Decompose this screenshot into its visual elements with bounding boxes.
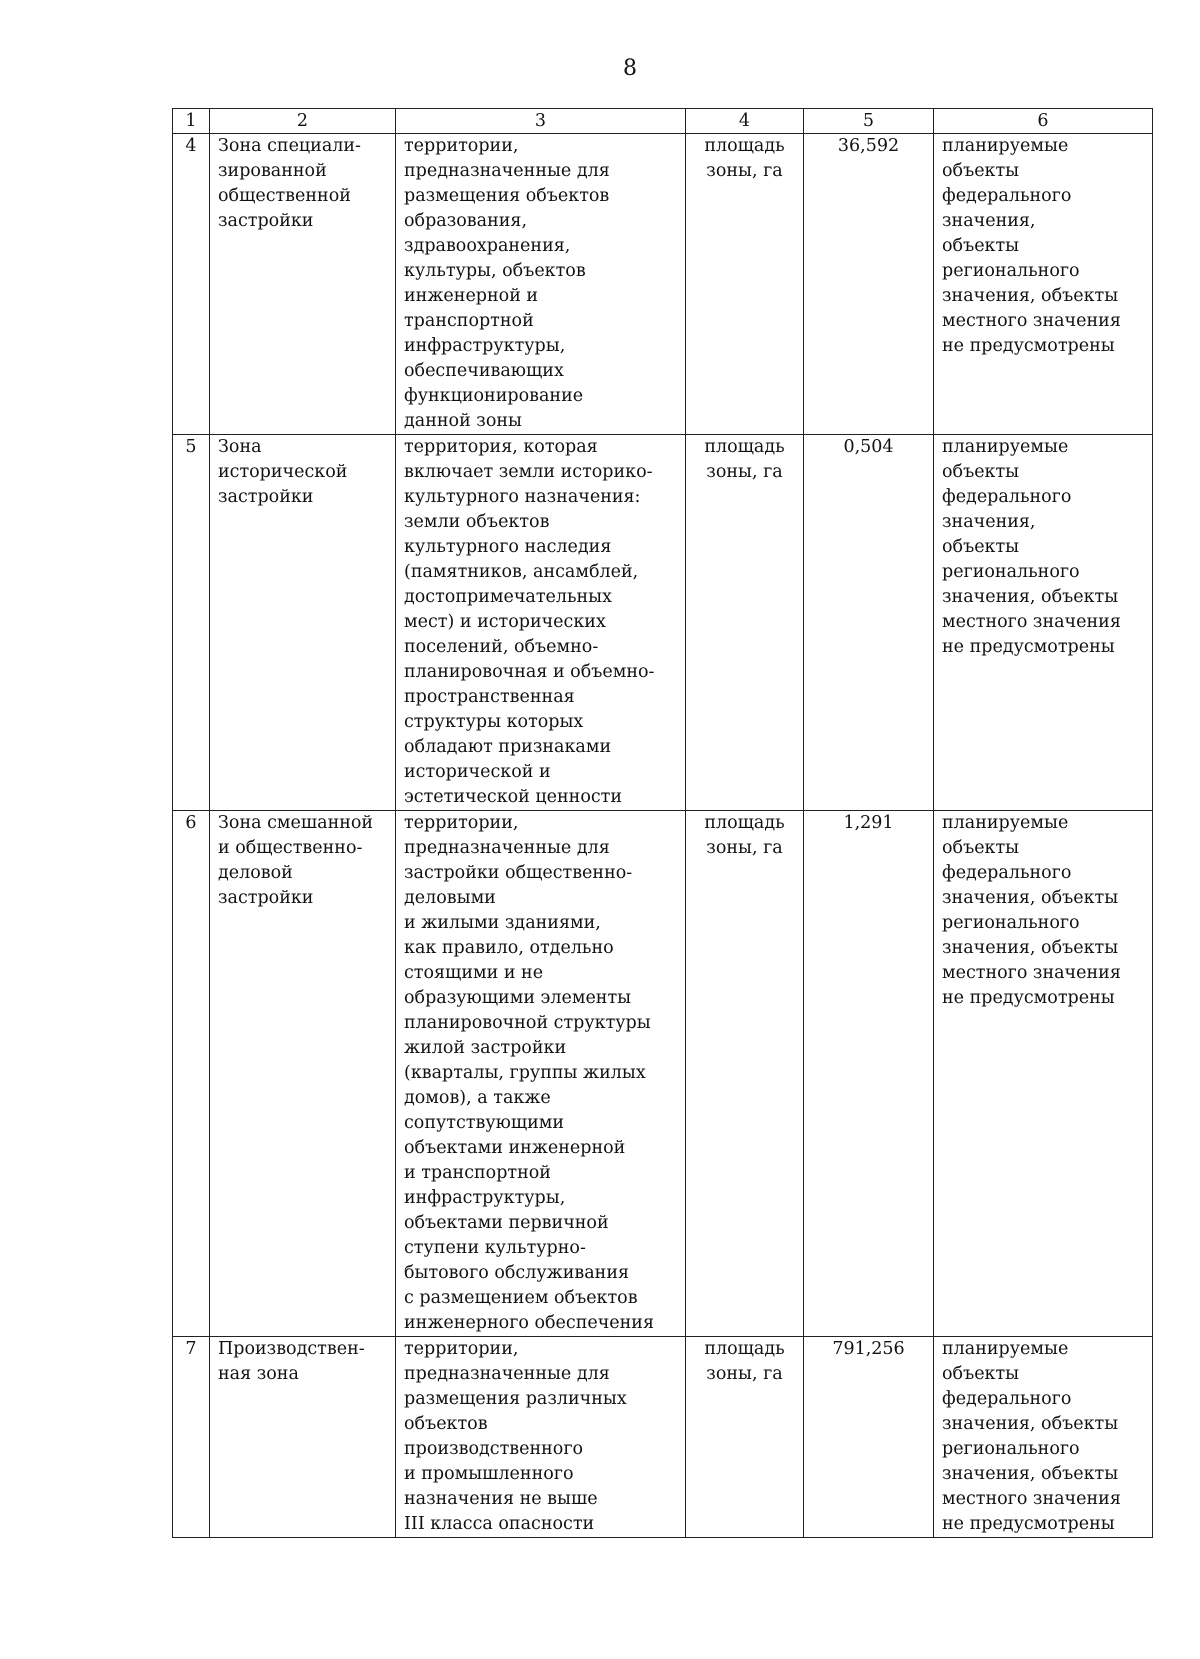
text-line: федерального <box>942 863 1072 883</box>
text-line: объекты <box>942 1364 1020 1384</box>
row-number: 7 <box>173 1337 210 1538</box>
text-line: зоны, га <box>706 462 783 482</box>
text-line: объектами первичной <box>404 1213 609 1233</box>
text-line: зоны, га <box>706 1364 783 1384</box>
text-line: производственного <box>404 1439 584 1459</box>
text-line: мест) и исторических <box>404 612 606 632</box>
text-line: культуры, объектов <box>404 261 586 281</box>
zone-name <box>210 435 396 811</box>
text-line: достопримечательных <box>404 587 612 607</box>
text-line: местного значения <box>942 1489 1121 1509</box>
text-line: исторической и <box>404 762 551 782</box>
zone-description <box>396 134 686 435</box>
indicator-name <box>686 435 804 811</box>
text-line: земли объектов <box>404 512 550 532</box>
indicator-name <box>686 134 804 435</box>
text-line: зоны, га <box>706 838 783 858</box>
text-line: транспортной <box>404 311 534 331</box>
text-line: включает земли историко- <box>404 462 653 482</box>
text-line: местного значения <box>942 963 1121 983</box>
text-line: не предусмотрены <box>942 988 1115 1008</box>
text-line: Зона смешанной <box>218 813 374 833</box>
text-line: как правило, отдельно <box>404 938 614 958</box>
text-line: бытового обслуживания <box>404 1263 630 1283</box>
zone-name <box>210 134 396 435</box>
text-line: площадь <box>704 1339 785 1359</box>
zone-description <box>396 1337 686 1538</box>
planned-objects <box>934 435 1153 811</box>
table-header-row <box>173 109 1153 134</box>
text-line: застройки общественно- <box>404 863 633 883</box>
text-line: регионального <box>942 261 1080 281</box>
text-line: культурного наследия <box>404 537 612 557</box>
text-line: объекты <box>942 838 1020 858</box>
indicator-name <box>686 811 804 1337</box>
text-line: Зона специали- <box>218 136 361 156</box>
text-line: площадь <box>704 136 785 156</box>
text-line: значения, <box>942 512 1036 532</box>
text-line: регионального <box>942 1439 1080 1459</box>
text-line: назначения не выше <box>404 1489 598 1509</box>
text-line: инфраструктуры, <box>404 1188 566 1208</box>
text-line: с размещением объектов <box>404 1288 638 1308</box>
text-line: значения, <box>942 211 1036 231</box>
table-row <box>173 811 1153 1337</box>
planned-objects <box>934 811 1153 1337</box>
planned-objects <box>934 1337 1153 1538</box>
text-line: площадь <box>704 437 785 457</box>
row-number: 5 <box>173 435 210 811</box>
text-line: общественной <box>218 186 351 206</box>
column-header: 3 <box>396 109 686 134</box>
text-line: местного значения <box>942 612 1121 632</box>
text-line: территории, <box>404 1339 519 1359</box>
text-line: объекты <box>942 161 1020 181</box>
text-line: размещения объектов <box>404 186 610 206</box>
table-row <box>173 134 1153 435</box>
column-header: 1 <box>173 109 210 134</box>
text-line: объекты <box>942 462 1020 482</box>
zones-table <box>172 108 1153 1538</box>
text-line: объектов <box>404 1414 488 1434</box>
text-line: жилой застройки <box>404 1038 567 1058</box>
text-line: ступени культурно- <box>404 1238 586 1258</box>
text-line: федерального <box>942 487 1072 507</box>
text-line: данной зоны <box>404 411 522 431</box>
text-line: значения, объекты <box>942 1414 1119 1434</box>
table-row <box>173 1337 1153 1538</box>
text-line: здравоохранения, <box>404 236 571 256</box>
text-line: образующими элементы <box>404 988 632 1008</box>
text-line: пространственная <box>404 687 575 707</box>
text-line: застройки <box>218 487 314 507</box>
text-line: планируемые <box>942 813 1069 833</box>
text-line: обеспечивающих <box>404 361 564 381</box>
text-line: объекты <box>942 537 1020 557</box>
text-line: обладают признаками <box>404 737 612 757</box>
text-line: Производствен- <box>218 1339 365 1359</box>
page-number: 8 <box>623 56 637 81</box>
text-line: планировочная и объемно- <box>404 662 655 682</box>
text-line: (кварталы, группы жилых <box>404 1063 646 1083</box>
column-header: 2 <box>210 109 396 134</box>
indicator-value: 0,504 <box>804 435 934 811</box>
text-line: инфраструктуры, <box>404 336 566 356</box>
column-header: 5 <box>804 109 934 134</box>
text-line: значения, объекты <box>942 938 1119 958</box>
zone-description <box>396 811 686 1337</box>
text-line: территория, которая <box>404 437 598 457</box>
text-line: значения, объекты <box>942 286 1119 306</box>
text-line: территории, <box>404 813 519 833</box>
text-line: планировочной структуры <box>404 1013 651 1033</box>
text-line: и промышленного <box>404 1464 574 1484</box>
text-line: зированной <box>218 161 327 181</box>
text-line: площадь <box>704 813 785 833</box>
text-line: и жилыми зданиями, <box>404 913 601 933</box>
text-line: размещения различных <box>404 1389 627 1409</box>
text-line: культурного назначения: <box>404 487 641 507</box>
text-line: застройки <box>218 888 314 908</box>
text-line: ная зона <box>218 1364 299 1384</box>
text-line: поселений, объемно- <box>404 637 599 657</box>
table-row <box>173 435 1153 811</box>
text-line: III класса опасности <box>404 1514 595 1534</box>
planned-objects <box>934 134 1153 435</box>
indicator-value: 36,592 <box>804 134 934 435</box>
text-line: планируемые <box>942 136 1069 156</box>
text-line: предназначенные для <box>404 838 610 858</box>
text-line: значения, объекты <box>942 888 1119 908</box>
text-line: планируемые <box>942 437 1069 457</box>
text-line: и общественно- <box>218 838 363 858</box>
text-line: деловыми <box>404 888 496 908</box>
text-line: территории, <box>404 136 519 156</box>
text-line: регионального <box>942 913 1080 933</box>
text-line: федерального <box>942 1389 1072 1409</box>
text-line: структуры которых <box>404 712 584 732</box>
text-line: инженерной и <box>404 286 539 306</box>
text-line: предназначенные для <box>404 1364 610 1384</box>
text-line: планируемые <box>942 1339 1069 1359</box>
text-line: значения, объекты <box>942 1464 1119 1484</box>
indicator-value: 1,291 <box>804 811 934 1337</box>
text-line: (памятников, ансамблей, <box>404 562 639 582</box>
text-line: местного значения <box>942 311 1121 331</box>
text-line: застройки <box>218 211 314 231</box>
text-line: объектами инженерной <box>404 1138 626 1158</box>
row-number: 6 <box>173 811 210 1337</box>
indicator-name <box>686 1337 804 1538</box>
indicator-value: 791,256 <box>804 1337 934 1538</box>
text-line: деловой <box>218 863 293 883</box>
text-line: регионального <box>942 562 1080 582</box>
text-line: исторической <box>218 462 348 482</box>
text-line: не предусмотрены <box>942 336 1115 356</box>
text-line: эстетической ценности <box>404 787 623 807</box>
text-line: инженерного обеспечения <box>404 1313 655 1333</box>
text-line: Зона <box>218 437 262 457</box>
column-header: 6 <box>934 109 1153 134</box>
text-line: образования, <box>404 211 528 231</box>
zone-name <box>210 1337 396 1538</box>
text-line: не предусмотрены <box>942 1514 1115 1534</box>
row-number: 4 <box>173 134 210 435</box>
text-line: предназначенные для <box>404 161 610 181</box>
text-line: функционирование <box>404 386 584 406</box>
zone-name <box>210 811 396 1337</box>
column-header: 4 <box>686 109 804 134</box>
text-line: значения, объекты <box>942 587 1119 607</box>
text-line: не предусмотрены <box>942 637 1115 657</box>
zone-description <box>396 435 686 811</box>
text-line: объекты <box>942 236 1020 256</box>
text-line: и транспортной <box>404 1163 551 1183</box>
text-line: зоны, га <box>706 161 783 181</box>
text-line: домов), а также <box>404 1088 551 1108</box>
text-line: сопутствующими <box>404 1113 565 1133</box>
text-line: федерального <box>942 186 1072 206</box>
text-line: стоящими и не <box>404 963 544 983</box>
